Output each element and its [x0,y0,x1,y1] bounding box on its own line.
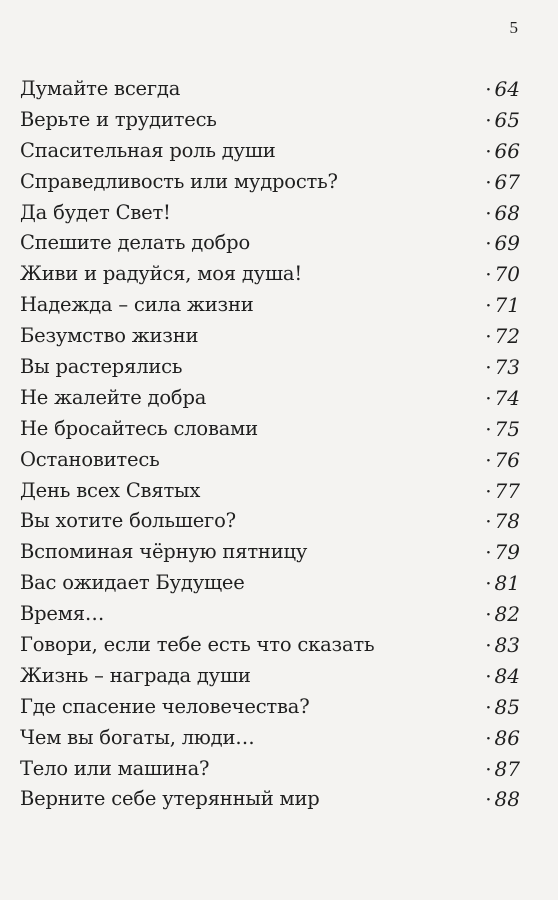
toc-entry-page-number: 64 [494,77,520,101]
toc-entry-title: Жизнь – награда души [20,663,251,687]
leader-dot: · [485,602,492,627]
leader-dot: · [485,262,492,287]
toc-entry-page-number: 88 [494,787,520,812]
toc-entry [20,290,520,321]
toc-entry-title: Чем вы богаты, люди… [20,725,255,749]
toc-entry-title: Тело или машина? [20,756,210,780]
toc-entry-page [485,228,520,259]
toc-entry-page-number: 70 [494,262,520,287]
toc-entry-page [485,692,520,723]
toc-entry-page [485,568,520,599]
leader-dot: · [485,478,492,503]
toc-entry [20,476,520,507]
leader-dot: · [485,324,492,349]
toc-entry-page [485,754,520,785]
toc-entry-title: Не бросайтесь словами [20,416,258,440]
toc-entry-title: Вспоминая чёрную пятницу [20,540,308,564]
leader-dot: · [485,231,492,256]
leader-dot: · [485,787,492,812]
toc-entry [20,352,520,383]
leader-dot: · [485,77,492,101]
toc-entry [20,692,520,723]
leader-dot: · [485,355,492,380]
leader-dot: · [485,725,492,750]
toc-entry-page [485,198,520,229]
toc-entry-title: Не жалейте добра [20,385,207,409]
toc-entry-title: Да будет Свет! [20,200,171,224]
toc-entry-page [485,259,520,290]
toc-entry [20,136,520,167]
leader-dot: · [485,571,492,596]
toc-entry-page-number: 82 [494,602,520,627]
toc-entry [20,167,520,198]
leader-dot: · [485,447,492,472]
toc-entry-page [485,445,520,476]
toc-entry [20,228,520,259]
leader-dot: · [485,663,492,688]
toc-entry-page [485,383,520,414]
toc-entry-page-number: 83 [494,633,520,658]
toc-entry-title: Верните себе утерянный мир [20,787,320,811]
toc-entry [20,74,520,105]
toc-entry-page-number: 67 [494,169,520,194]
toc-entry [20,630,520,661]
toc-entry-page [485,476,520,507]
toc-entry-title: Справедливость или мудрость? [20,169,338,193]
toc-entry [20,105,520,136]
toc-entry [20,568,520,599]
toc-entry-title: Безумство жизни [20,324,199,348]
toc-entry-page [485,599,520,630]
toc-entry [20,723,520,754]
toc-entry-page [485,723,520,754]
toc-entry-page-number: 71 [494,293,520,318]
toc-entry-page-number: 72 [494,324,520,349]
toc-entry [20,537,520,568]
toc-entry-page-number: 74 [494,385,520,410]
toc-entry [20,198,520,229]
toc-entry [20,506,520,537]
toc-entry-page-number: 68 [494,200,520,225]
toc-entry-page-number: 85 [494,694,520,719]
toc-entry-page-number: 86 [494,725,520,750]
leader-dot: · [485,107,492,132]
toc-entry [20,321,520,352]
toc-entry-page [485,290,520,321]
toc-entry-page [485,630,520,661]
toc-entry-page [485,105,520,136]
leader-dot: · [485,633,492,658]
toc-entry-title: Где спасение человечества? [20,694,310,718]
toc-entry-page [485,136,520,167]
toc-entry-page-number: 69 [494,231,520,256]
toc-entry-title: Надежда – сила жизни [20,293,254,317]
toc-entry-title: День всех Святых [20,478,201,502]
toc-entry-title: Живи и радуйся, моя душа! [20,262,302,286]
toc-entry-page [485,537,520,568]
toc-entry-page-number: 75 [494,416,520,441]
toc-entry-page [485,661,520,692]
toc-entry-title: Думайте всегда [20,77,181,100]
toc-entry-page [485,784,520,815]
table-of-contents [20,74,520,815]
toc-entry [20,383,520,414]
toc-entry-page [485,321,520,352]
toc-entry [20,661,520,692]
leader-dot: · [485,416,492,441]
leader-dot: · [485,694,492,719]
leader-dot: · [485,509,492,534]
toc-entry-page-number: 76 [494,447,520,472]
toc-entry-title: Спасительная роль души [20,138,276,162]
toc-entry-page [485,506,520,537]
leader-dot: · [485,169,492,194]
toc-entry [20,784,520,815]
leader-dot: · [485,293,492,318]
toc-entry-title: Спешите делать добро [20,231,250,255]
toc-entry [20,754,520,785]
leader-dot: · [485,385,492,410]
leader-dot: · [485,200,492,225]
toc-entry-title: Вы растерялись [20,355,183,379]
leader-dot: · [485,138,492,163]
toc-entry-page-number: 77 [494,478,520,503]
leader-dot: · [485,540,492,565]
toc-entry-page-number: 66 [494,138,520,163]
toc-entry [20,259,520,290]
toc-entry-page-number: 87 [494,756,520,781]
toc-entry-page-number: 65 [494,107,520,132]
toc-entry-title: Остановитесь [20,447,160,471]
toc-entry-page-number: 84 [494,663,520,688]
toc-entry-title: Вас ожидает Будущее [20,571,245,595]
toc-entry-page-number: 78 [494,509,520,534]
toc-entry-title: Время… [20,602,105,626]
toc-entry [20,445,520,476]
toc-entry-page [485,414,520,445]
toc-entry-page [485,74,520,105]
toc-entry-page [485,352,520,383]
toc-entry-title: Вы хотите большего? [20,509,236,533]
page-number: 5 [509,18,518,37]
toc-entry-page-number: 79 [494,540,520,565]
leader-dot: · [485,756,492,781]
toc-entry [20,599,520,630]
toc-entry-page-number: 73 [494,355,520,380]
toc-entry-title: Говори, если тебе есть что сказать [20,633,375,657]
toc-entry-title: Верьте и трудитесь [20,107,217,131]
toc-entry-page-number: 81 [494,571,520,596]
toc-entry [20,414,520,445]
toc-entry-page [485,167,520,198]
